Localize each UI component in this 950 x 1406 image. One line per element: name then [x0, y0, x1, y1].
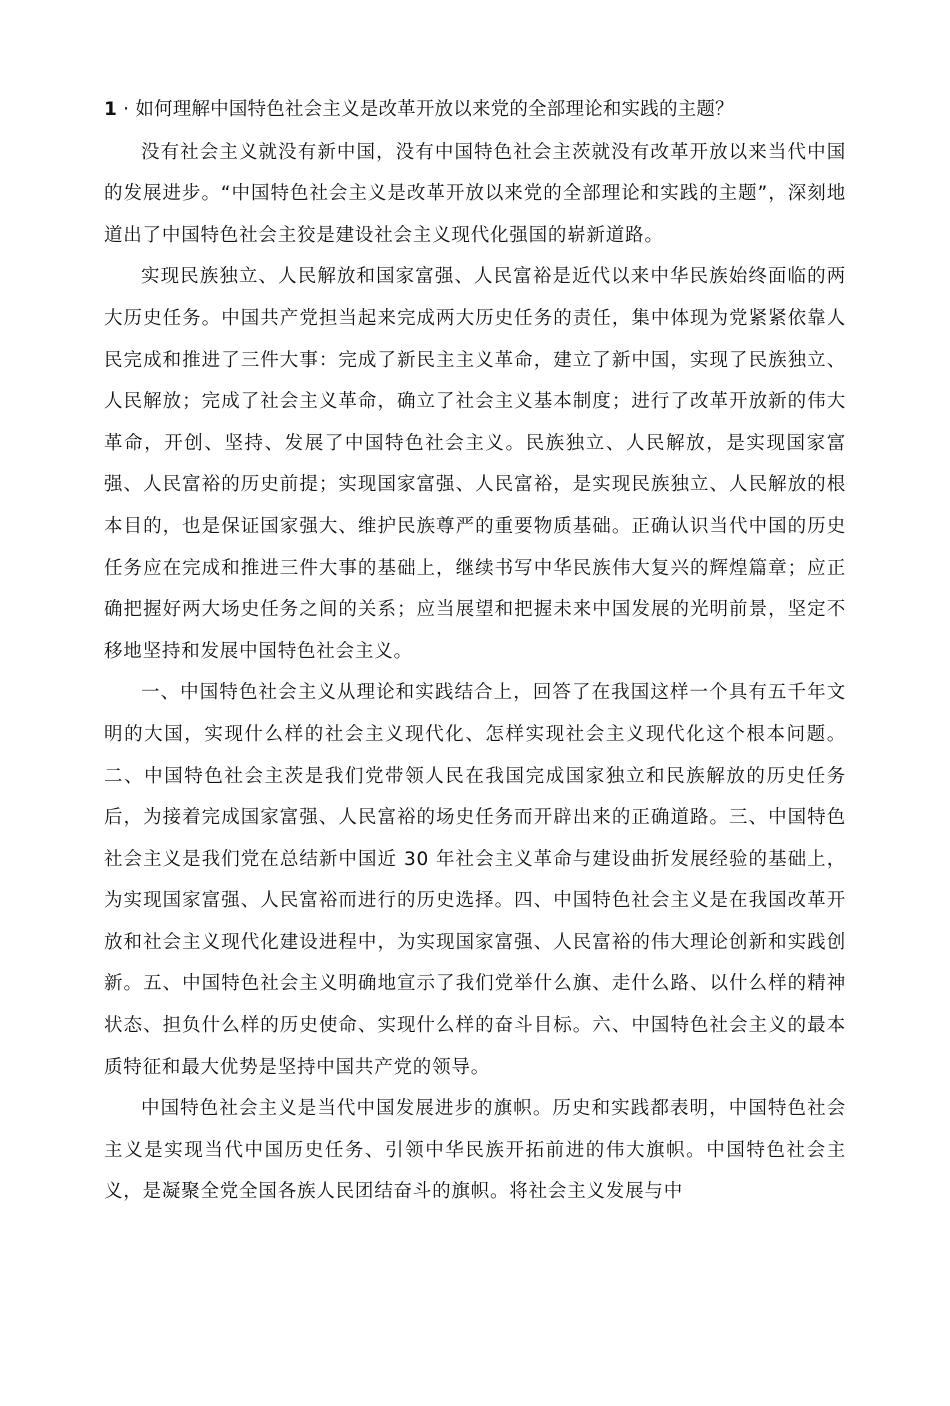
paragraph-1: 没有社会主义就没有新中国，没有中国特色社会主茨就没有改革开放以来当代中国的发展进步。“中国特色社会主义是改革开放以来党的全部理论和实践的主题”，深刻地道出了中国特色社会主狡是建设社会主义现代化强国的崭新道路。 [104, 141, 846, 246]
question-heading [104, 89, 846, 131]
paragraph-4: 中国特色社会主义是当代中国发展进步的旗帜。历史和实践都表明，中国特色社会主义是实现当代中国历史任务、引领中华民族开拓前进的伟大旗帜。中国特色社会主义，是凝聚全党全国各族人民团结奋斗的旗帜。将社会主义发展与中 [104, 1098, 846, 1203]
paragraph-2: 实现民族独立、人民解放和国家富强、人民富裕是近代以来中华民族始终面临的两大历史任务。中国共产党担当起来完成两大历史任务的责任，集中体现为党紧紧依靠人民完成和推进了三件大事：完成了新民主主义革命，建立了新中国，实现了民族独立、人民解放；完成了社会主义革命，确立了社会主义基本制度；进行了改革开放新的伟大革命，开创、坚持、发展了中国特色社会主义。民族独立、人民解放，是实现国家富强、人民富裕的历史前提；实现国家富强、人民富裕，是实现民族独立、人民解放的根本目的，也是保证国家强大、维护民族尊严的重要物质基础。正确认识当代中国的历史任务应在完成和推进三件大事的基础上，继续书写中华民族伟大复兴的辉煌篇章；应正确把握好两大场史任务之间的关系；应当展望和把握未来中国发展的光明前景，坚定不移地坚持和发展中国特色社会主义。 [104, 266, 846, 662]
document-body [104, 89, 846, 1213]
question-text: 如何理解中国特色社会主义是改革开放以来党的全部理论和实践的主题？ [135, 99, 734, 120]
question-separator: · [123, 99, 130, 120]
paragraph-3: 一、中国特色社会主义从理论和实践结合上，回答了在我国这样一个具有五千年文明的大国，实现什么样的社会主义现代化、怎样实现社会主义现代化这个根本问题。二、中国特色社会主茨是我们党带领人民在我国完成国家独立和民族解放的历史任务后，为接着完成国家富强、人民富裕的场史任务而开辟出来的正确道路。三、中国特色社会主义是我们党在总结新中国近 30 年社会主义革命与建设曲折发展经验的基础上，为实现国家富强、人民富裕而进行的历史选择。四、中国特色社会主义是在我国改革开放和社会主义现代化建设进程中，为实现国家富强、人民富裕的伟大理论创新和实践创新。五、中国特色社会主义明确地宣示了我们党举什么旗、走什么路、以什么样的精神状态、担负什么样的历史使命、实现什么样的奋斗目标。六、中国特色社会主义的最本质特征和最大优势是坚持中国共产党的领导。 [104, 682, 846, 1078]
question-number: 1 [104, 99, 118, 120]
